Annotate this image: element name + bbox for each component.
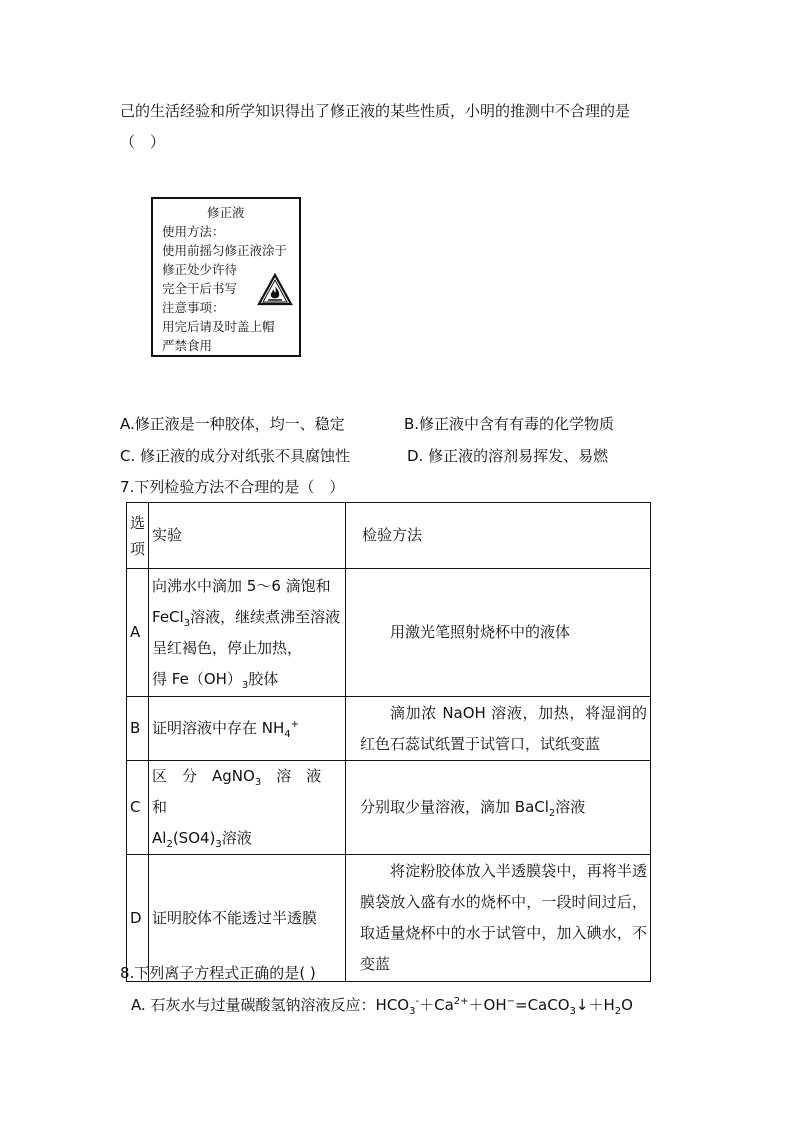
table-row bbox=[127, 569, 651, 697]
label-line: 修正处少许待 bbox=[162, 262, 238, 277]
label-line: 用完后请及时盖上帽 bbox=[162, 319, 275, 334]
header-option: 选 项 bbox=[127, 503, 149, 569]
label-line: 使用前摇匀修正液涂于 bbox=[162, 243, 288, 258]
row-option: C bbox=[127, 761, 149, 855]
row-method: 分别取少量溶液，滴加 BaCl$_2$溶液 bbox=[346, 761, 651, 855]
question-stem-line: 己的生活经验和所学知识得出了修正液的某些性质，小明的推测中不合理的是 bbox=[120, 102, 631, 120]
table-row bbox=[127, 761, 651, 855]
row-option: A bbox=[127, 569, 149, 697]
row-method: 滴加浓 NaOH 溶液，加热，将湿润的红色石蕊试纸置于试管口，试纸变蓝 bbox=[346, 697, 651, 761]
label-title: 修正液 bbox=[207, 205, 245, 220]
row-experiment: 证明胶体不能透过半透膜 bbox=[149, 855, 346, 982]
label-line: 注意事项： bbox=[162, 300, 225, 315]
row-experiment: 向沸水中滴加 5～6 滴饱和 FeCl$_3$溶液，继续煮沸至溶液 呈红褐色，停止加热， 得 $Fe(OH)_3$胶体 bbox=[149, 569, 346, 697]
row-experiment: 区 分 AgNO$_3$ 溶 液 和 $Al_2(SO4)_3$溶液 bbox=[149, 761, 346, 855]
row-method: 将淀粉胶体放入半透膜袋中，再将半透膜袋放入盛有水的烧杯中，一段时间过后，取适量烧杯中的水于试管中，加入碘水，不变蓝 bbox=[346, 855, 651, 982]
table-header-row bbox=[127, 503, 651, 569]
question-8-title: 8.下列离子方程式正确的是( ) bbox=[120, 964, 316, 982]
option-a: A.修正液是一种胶体，均一、稳定 bbox=[120, 415, 345, 433]
row-method: 用激光笔照射烧杯中的液体 bbox=[346, 569, 651, 697]
answer-blank: （ ） bbox=[120, 133, 166, 151]
option-c: C. 修正液的成分对纸张不具腐蚀性 bbox=[120, 447, 351, 465]
header-method: 检验方法 bbox=[346, 503, 651, 569]
option-b: B.修正液中含有有毒的化学物质 bbox=[404, 415, 615, 433]
row-experiment: 证明溶液中存在 $NH_4^+$ bbox=[149, 697, 346, 761]
row-option: D bbox=[127, 855, 149, 982]
correction-fluid-label bbox=[151, 197, 301, 357]
option-d: D. 修正液的溶剂易挥发、易燃 bbox=[407, 447, 609, 465]
question-7-title: 7.下列检验方法不合理的是（ ） bbox=[120, 478, 345, 496]
question-7-table bbox=[126, 502, 651, 982]
flammable-warning-icon bbox=[257, 273, 293, 307]
label-line: 严禁食用 bbox=[162, 338, 213, 353]
label-line: 使用方法： bbox=[162, 224, 225, 239]
header-experiment: 实验 bbox=[149, 503, 346, 569]
table-row bbox=[127, 697, 651, 761]
row-option: B bbox=[127, 697, 149, 761]
label-line: 完全干后书写 bbox=[162, 281, 238, 296]
q8-option-a: A. 石灰水与过量碳酸氢钠溶液反应：$HCO_3^-+Ca^{2+}+OH^-=CaCO_3↓+H_2O$ bbox=[131, 996, 633, 1017]
